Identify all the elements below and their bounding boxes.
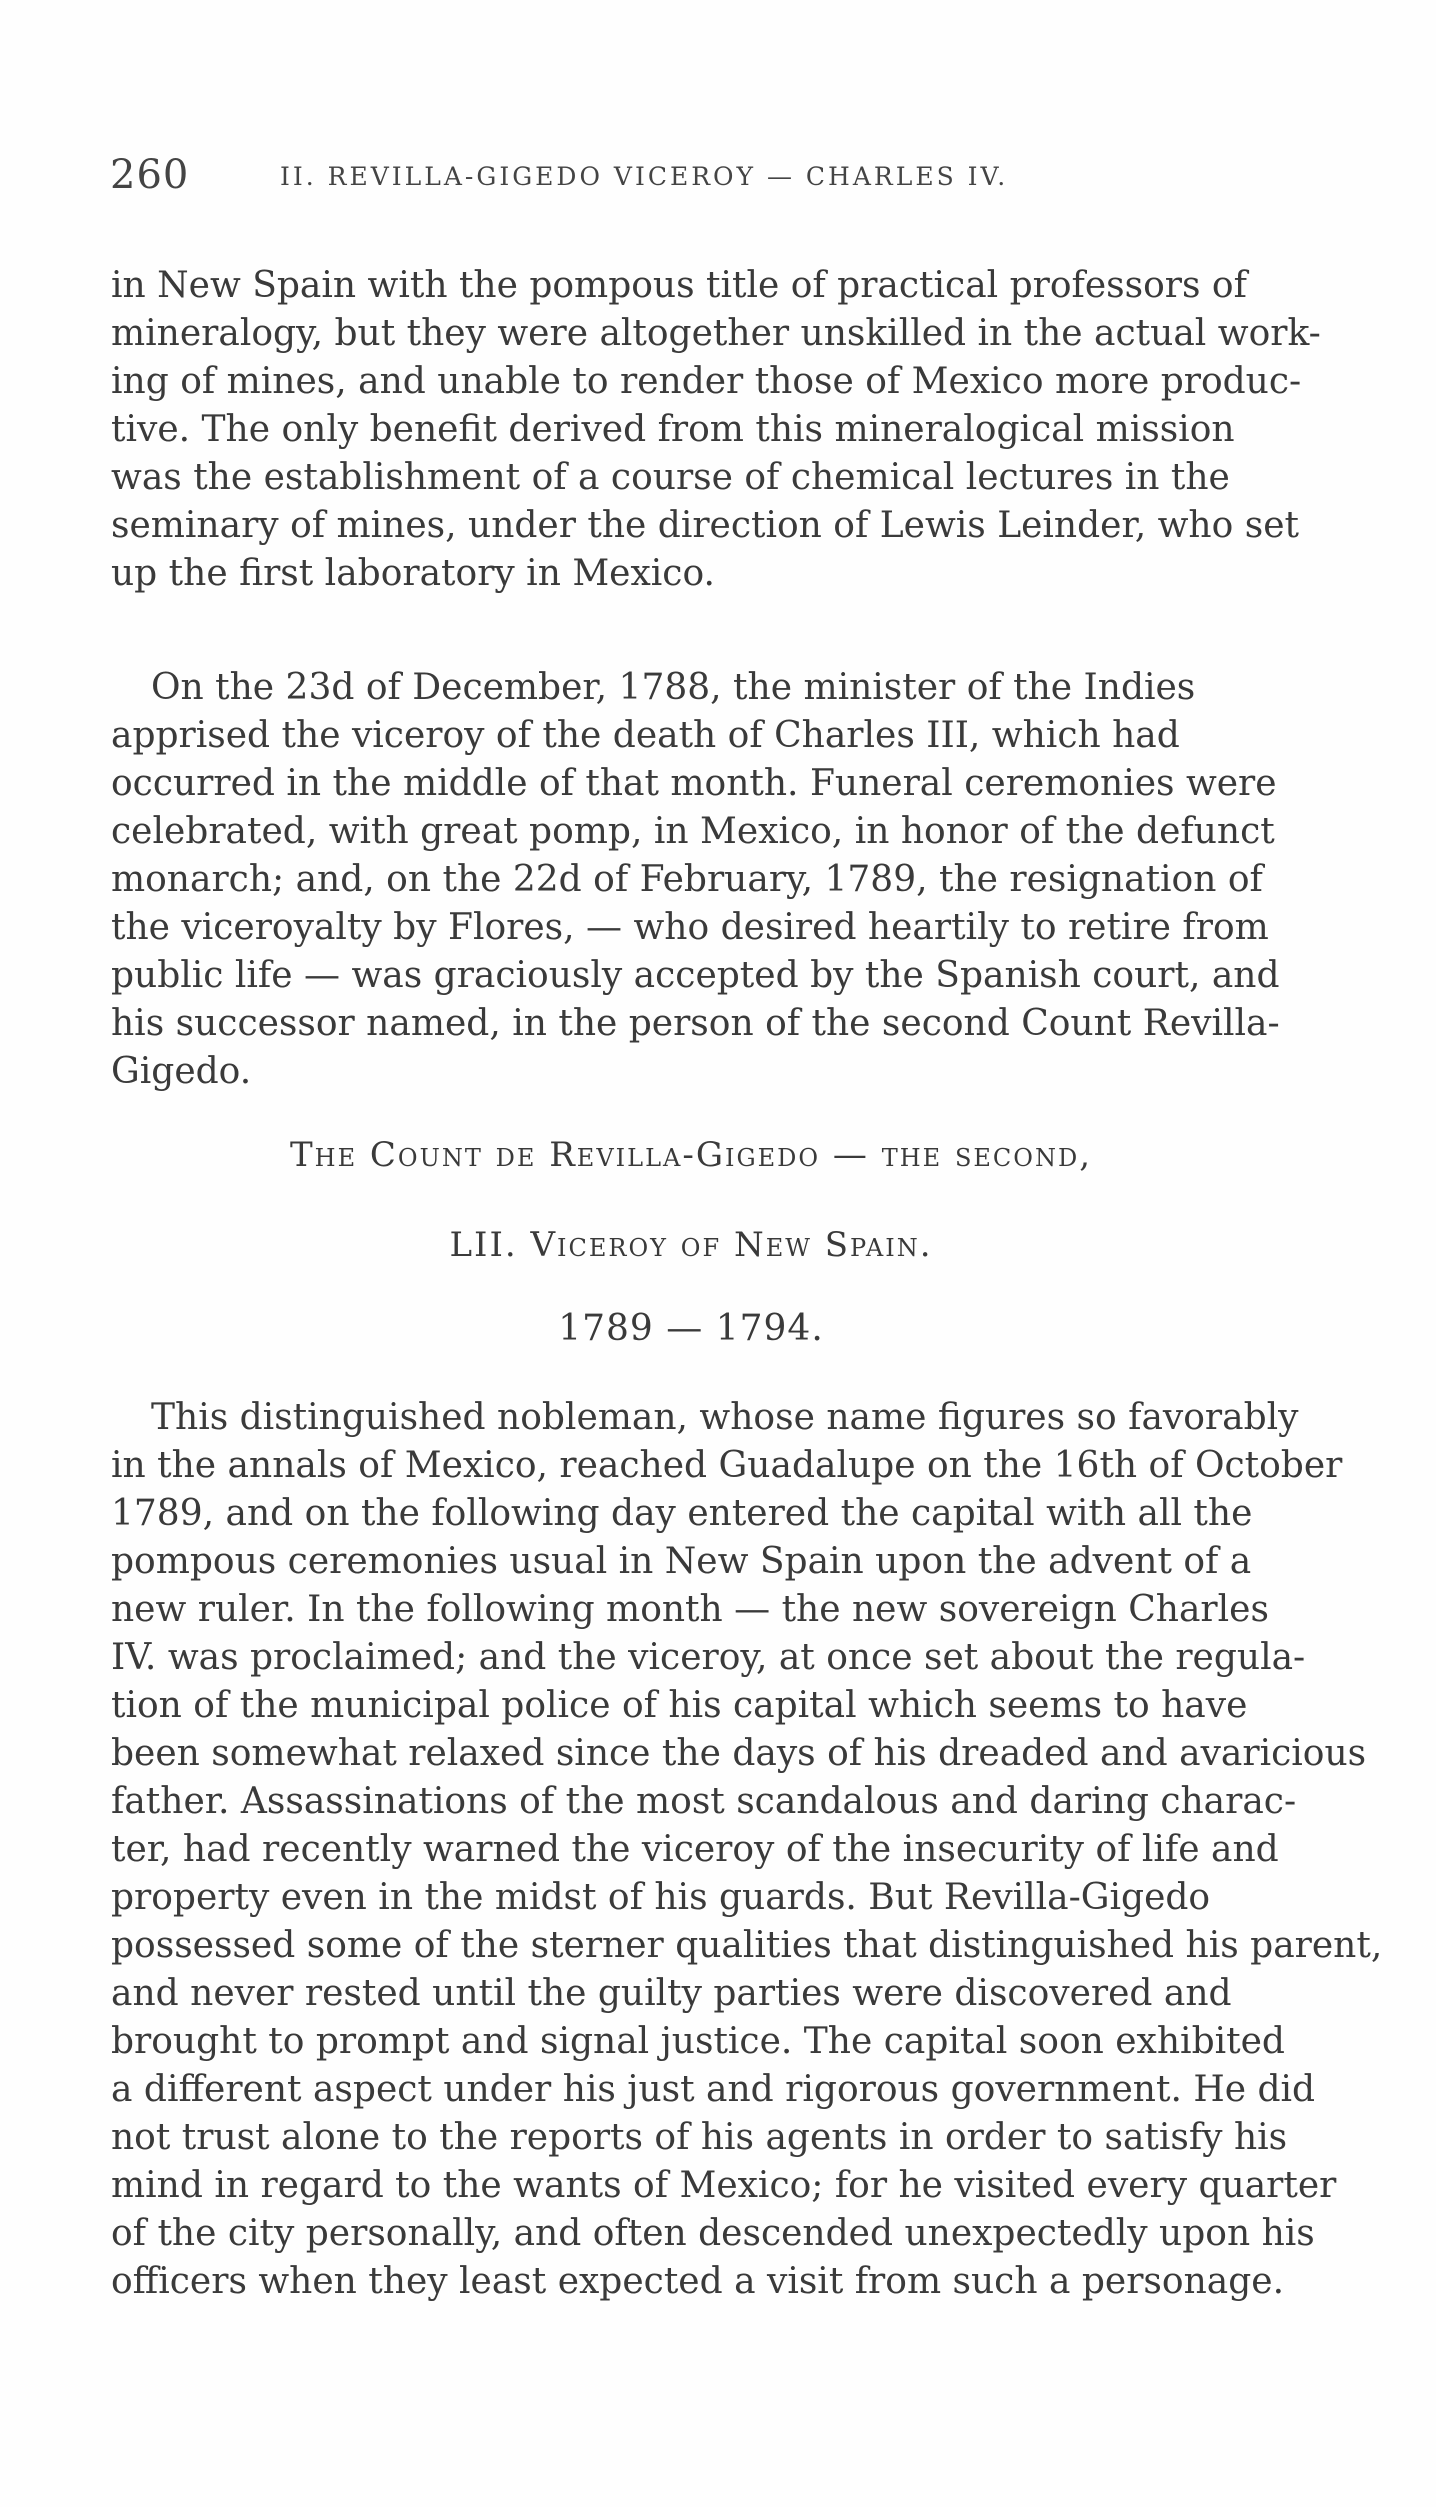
text-line: property even in the midst of his guards. But Revilla-Gigedo <box>111 1877 1211 1918</box>
text-line: was the establishment of a course of chemical lectures in the <box>111 457 1230 498</box>
text-line: tion of the municipal police of his capital which seems to have <box>111 1685 1248 1726</box>
text-line: ing of mines, and unable to render those of Mexico more produc- <box>111 361 1302 402</box>
paragraph-3 <box>111 1394 1383 2306</box>
text-line: public life — was graciously accepted by the Spanish court, and <box>111 955 1280 996</box>
text-line: possessed some of the sterner qualities that distinguished his parent, <box>111 1925 1383 1966</box>
text-line: in New Spain with the pompous title of practical professors of <box>111 265 1247 306</box>
section-heading-subtitle: LII. Viceroy of New Spain. <box>449 1225 933 1265</box>
text-line: Gigedo. <box>111 1051 252 1092</box>
text-line: apprised the viceroy of the death of Charles III, which had <box>111 715 1180 756</box>
text-line: new ruler. In the following month — the new sovereign Charles <box>111 1589 1269 1630</box>
section-heading-title: The Count de Revilla-Gigedo — the second, <box>289 1135 1093 1175</box>
paragraph-2 <box>111 664 1280 1096</box>
text-line: his successor named, in the person of the second Count Revilla- <box>111 1003 1280 1044</box>
text-line: of the city personally, and often descended unexpectedly upon his <box>111 2213 1315 2254</box>
page-number: 260 <box>110 152 190 198</box>
text-line: mind in regard to the wants of Mexico; for he visited every quarter <box>111 2165 1337 2206</box>
text-line: officers when they least expected a visit from such a personage. <box>111 2261 1285 2302</box>
text-line: celebrated, with great pomp, in Mexico, in honor of the defunct <box>111 811 1275 852</box>
paragraph-1 <box>111 262 1321 598</box>
text-line: IV. was proclaimed; and the viceroy, at once set about the regula- <box>111 1637 1306 1678</box>
text-line: monarch; and, on the 22d of February, 1789, the resignation of <box>111 859 1263 900</box>
text-line: the viceroyalty by Flores, — who desired heartily to retire from <box>111 907 1269 948</box>
text-line: a different aspect under his just and rigorous government. He did <box>111 2069 1316 2110</box>
text-line: This distinguished nobleman, whose name figures so favorably <box>151 1397 1299 1438</box>
text-line: not trust alone to the reports of his agents in order to satisfy his <box>111 2117 1288 2158</box>
text-line: brought to prompt and signal justice. The capital soon exhibited <box>111 2021 1285 2062</box>
text-line: father. Assassinations of the most scandalous and daring charac- <box>111 1781 1297 1822</box>
running-title: II. REVILLA-GIGEDO VICEROY — CHARLES IV. <box>280 162 1009 191</box>
text-line: seminary of mines, under the direction of Lewis Leinder, who set <box>111 505 1299 546</box>
text-line: tive. The only benefit derived from this mineralogical mission <box>111 409 1235 450</box>
text-line: 1789, and on the following day entered the capital with all the <box>111 1493 1253 1534</box>
section-heading-years: 1789 — 1794. <box>558 1308 824 1349</box>
text-line: up the first laboratory in Mexico. <box>111 553 715 594</box>
text-line: On the 23d of December, 1788, the minister of the Indies <box>151 667 1196 708</box>
text-line: occurred in the middle of that month. Funeral ceremonies were <box>111 763 1277 804</box>
text-line: in the annals of Mexico, reached Guadalupe on the 16th of October <box>111 1445 1343 1486</box>
running-head <box>110 152 1270 212</box>
text-line: mineralogy, but they were altogether unskilled in the actual work- <box>111 313 1321 354</box>
text-line: ter, had recently warned the viceroy of the insecurity of life and <box>111 1829 1279 1870</box>
text-line: pompous ceremonies usual in New Spain upon the advent of a <box>111 1541 1252 1582</box>
text-line: and never rested until the guilty parties were discovered and <box>111 1973 1232 2014</box>
text-line: been somewhat relaxed since the days of his dreaded and avaricious <box>111 1733 1367 1774</box>
